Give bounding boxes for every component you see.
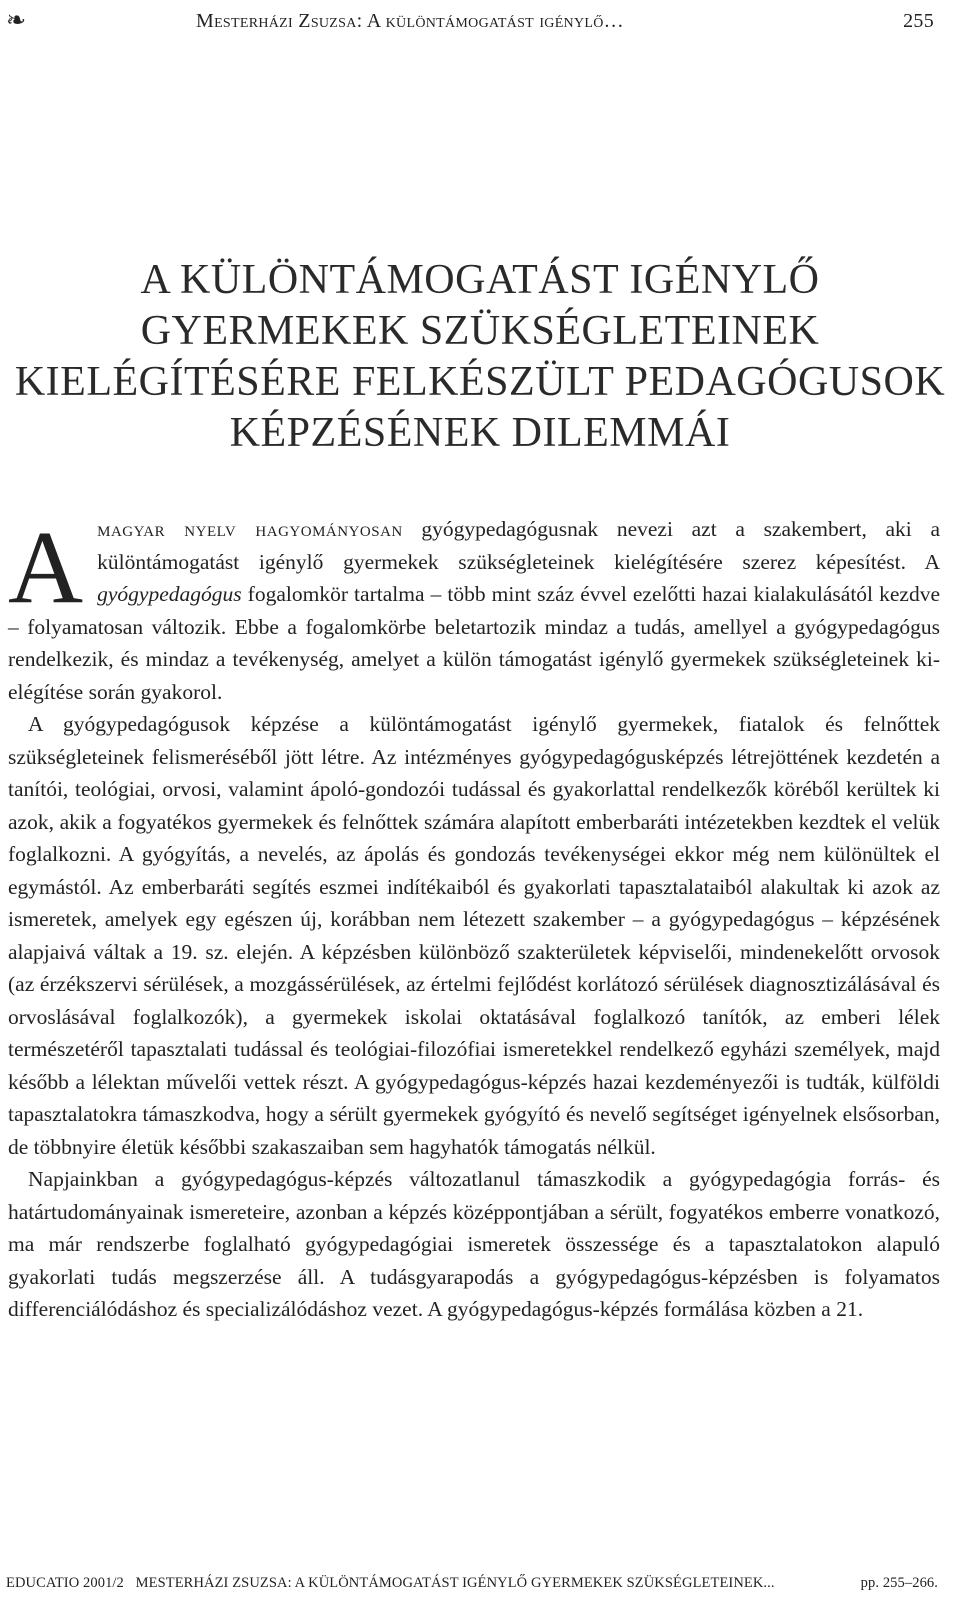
drop-cap: A	[8, 510, 84, 625]
footer-article-ref: MESTERHÁZI ZSUZSA: A KÜLÖNTÁMOGATÁST IGÉNYLŐ GYERMEKEK SZÜKSÉGLETEINEK...	[135, 1575, 775, 1591]
title-line: GYERMEKEK SZÜKSÉGLETEINEK	[140, 308, 820, 354]
paragraph-1-text-a: gyógypedagógusnak nevezi azt a szakembert, aki a különtámogatást igénylő gyermekek szükségleteinek kielégítésére szerez képesítést. A	[97, 517, 940, 574]
article-title	[0, 255, 960, 459]
journal-issue: EDUCATIO 2001/2	[6, 1575, 124, 1591]
running-head-title: Mesterházi Zsuzsa: A különtámogatást igénylő…	[196, 10, 624, 32]
paragraph-3: Napjainkban a gyógypedagógus-képzés változatlanul támaszkodik a gyógypedagógia forrás- és határtudományainak ismereteire, azonban a képzés középpontjában a sérült, fogyatékos emberre vonatkozó, ma már rendszerbe foglalható gyógypedagógiai ismeretek összessége és a tapasztalatokon alapuló gyakorlati tudás megszerzése áll. A tudásgyarapodás a gyógypedagógus-képzésben is folyamatos differenciálódáshoz és specializálódáshoz vezet. A gyógypedagógus-képzés formálása közben a 21.	[8, 1167, 940, 1321]
fleuron-ornament-icon: ❧	[6, 8, 27, 34]
paragraph-1	[8, 510, 940, 708]
title-line: A KÜLÖNTÁMOGATÁST IGÉNYLŐ	[140, 257, 820, 303]
running-head	[6, 6, 934, 36]
article-body	[8, 510, 940, 1326]
footer-pages: pp. 255–266.	[860, 1575, 938, 1591]
page-number: 255	[903, 10, 934, 32]
lead-in-smallcaps: magyar nyelv hagyományosan	[97, 517, 403, 541]
title-line: KÉPZÉSÉNEK DILEMMÁI	[229, 410, 731, 456]
page-footer	[6, 1575, 938, 1592]
emphasized-term: gyógypedagógus	[97, 582, 242, 606]
title-line: KIELÉGÍTÉSÉRE FELKÉSZÜLT PEDAGÓGUSOK	[14, 359, 946, 405]
paragraph-2: A gyógypedagógusok képzése a különtámogatást igénylő gyermekek, fiatalok és felnőttek szükségleteinek felismeréséből jött létre. Az intézményes gyógypedagógusképzés létrejöttének kezdetén a tanítói, teológiai, orvosi, valamint ápoló-gondozói tudással és gyakorlattal rendelkezők köréből kerültek ki azok, akik a fogyatékos gyermekek és felnőttek számára alapított emberbaráti intézetekben kezdtek el velük foglalkozni. A gyógyítás, a nevelés, az ápolás és gondozás tevékenységei ekkor még nem különültek el egymástól. Az emberbaráti segítés eszmei indítékaiból és gyakorlati tapasztalataiból alakultak ki azok az ismeretek, amelyek egy egészen új, korábban nem létezett szakember – a gyógypedagógus – képzésének alapjaivá váltak a 19. sz. elején. A képzésben különböző szakterületek képviselői, mindenekelőtt orvosok (az érzékszervi sérülések, a mozgássérülések, az értelmi fejlődést korlátozó sérülések diagnosztizálásával és orvoslásával foglalkozók), a gyermekek iskolai oktatásával foglalkozó tanítók, az emberi lélek természetéről tapasztalati tudással és teológiai-filozófiai ismeretekkel rendelkező egyházi személyek, majd később a lélektan művelői vettek részt. A gyógypedagógus-képzés hazai kezdeményezői is tudták, külföldi tapasztalatokra támaszkodva, hogy a sérült gyermekek gyógyító és nevelő segítséget igényelnek elsősorban, de többnyire életük későbbi szakaszaiban sem hagyhatók támogatás nélkül.	[8, 712, 940, 1159]
paragraph-1-text-b: fogalomkör tartalma – több mint száz évvel ezelőtti hazai kialakulásától kezdve – folyamatosan változik. Ebbe a fogalomkörbe beletartozik mindaz a tudás, amellyel a gyógypedagógus rendelkezik, és mindaz a tevékenység, amelyet a külön támogatást igénylő gyermekek szükségleteinek kielégítése során gyakorol.	[8, 582, 940, 704]
